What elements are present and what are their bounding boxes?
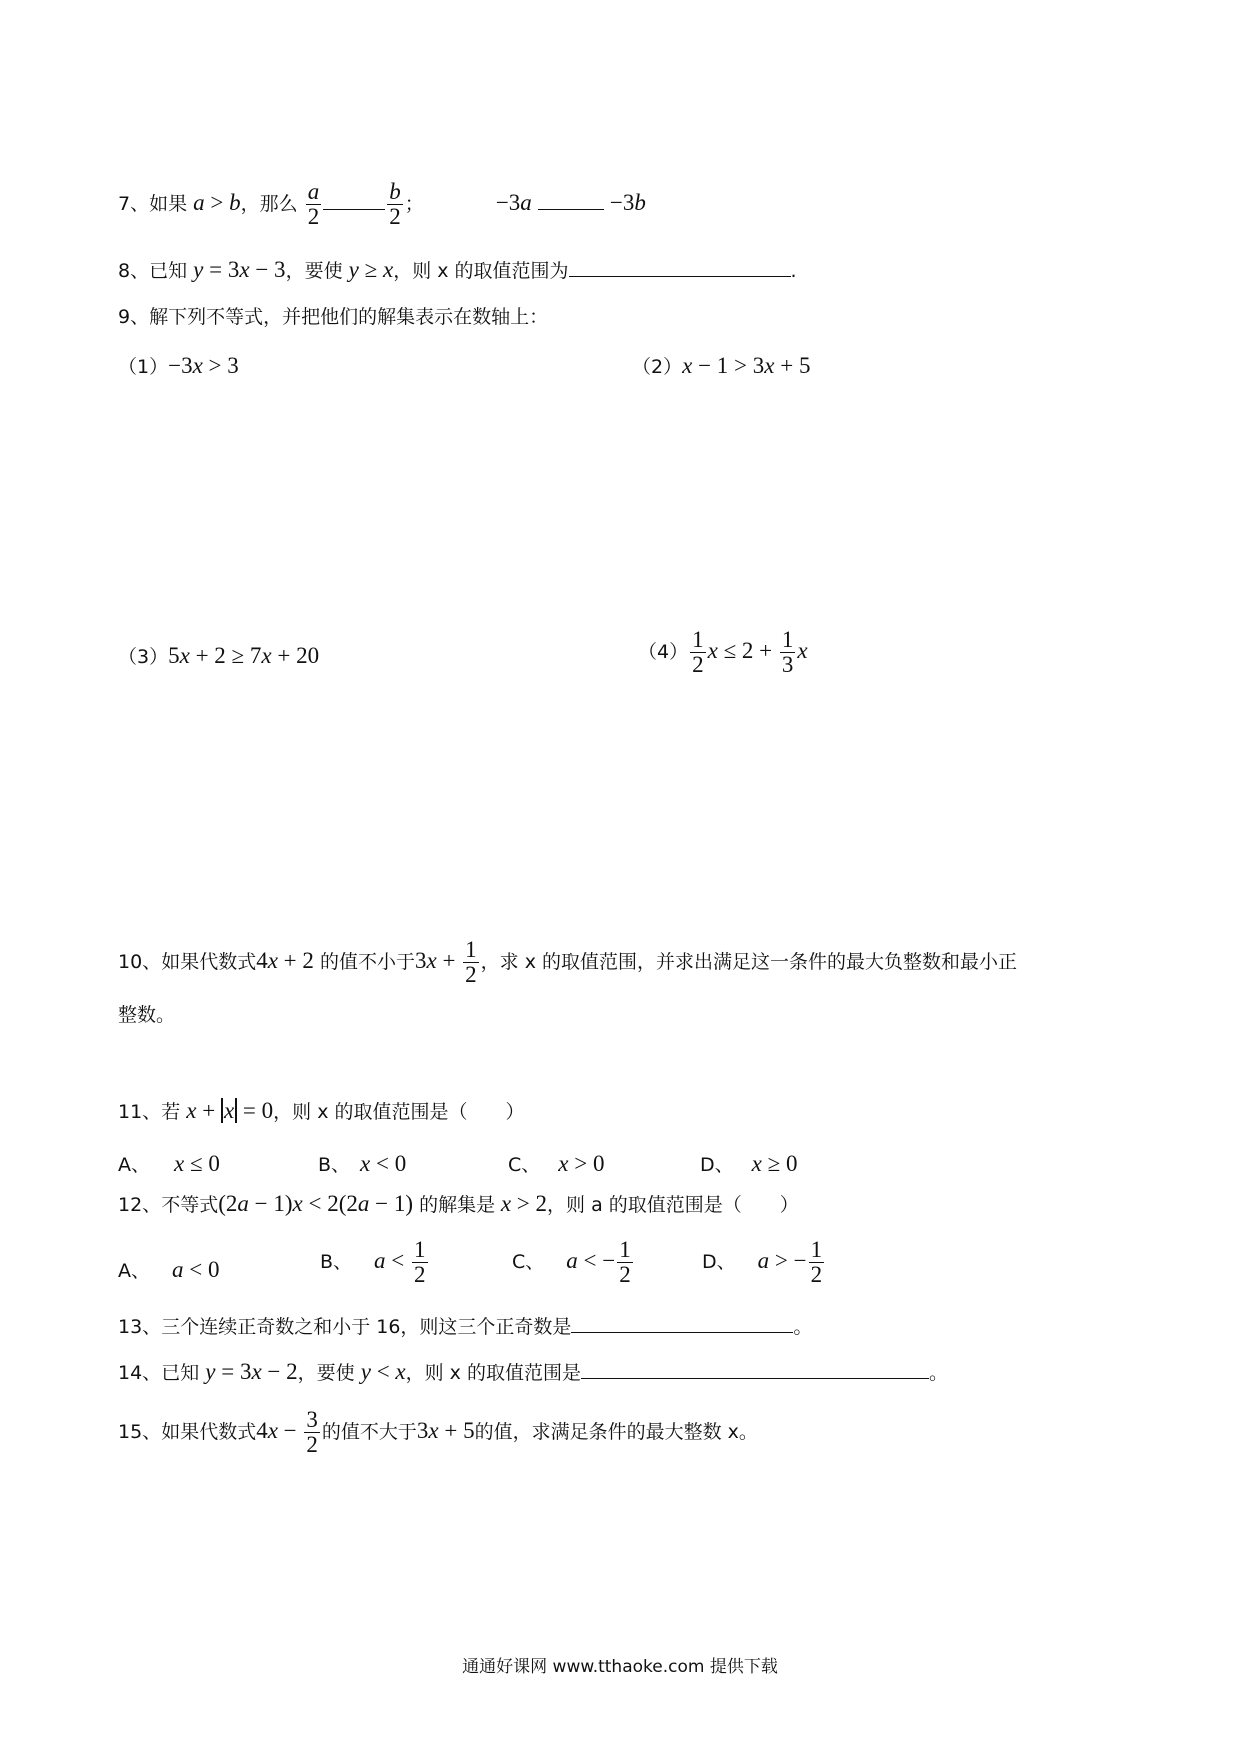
answer-blank[interactable] <box>569 276 791 277</box>
footer-source: 通通好课网 www.tthaoke.com 提供下载 <box>462 1657 778 1677</box>
question-9: 9、解下列不等式，并把他们的解集表示在数轴上： <box>118 306 549 328</box>
answer-blank[interactable] <box>538 209 604 210</box>
answer-blank[interactable] <box>323 209 385 210</box>
q9-part-4: （4） $\frac{1}{2}$ x ≤ 2 + $\frac{1}{3}$ x <box>638 627 808 678</box>
question-10-cont: 整数。 <box>118 1004 176 1026</box>
q7-number: 7、 <box>118 193 150 216</box>
q12-option-d[interactable]: D、 a > − $\frac{1}{2}$ <box>702 1237 823 1288</box>
q9-part-1: （1）−3x > 3 <box>118 353 239 378</box>
q11-option-b[interactable]: B、 x < 0 <box>318 1151 407 1176</box>
question-7: 7、如果 a > b，那么 $\frac{a}{2}$ $\frac{b}{2}$ ； −3a −3b <box>118 179 646 230</box>
q12-option-b[interactable]: B、 a < $\frac{1}{2}$ <box>320 1237 426 1288</box>
fraction-a-over-2: $\frac{a}{2}$ <box>307 179 320 230</box>
question-15: 15、如果代数式4x − $\frac{3}{2}$ 的值不大于3x + 5的值，求满足条件的最大整数 x。 <box>118 1407 758 1458</box>
q12-option-c[interactable]: C、 a < − $\frac{1}{2}$ <box>512 1237 631 1288</box>
question-11: 11、若 x + x = 0，则 x 的取值范围是（ ） <box>118 1098 525 1123</box>
question-13: 13、三个连续正奇数之和小于 16，则这三个正奇数是 。 <box>118 1316 813 1338</box>
answer-blank[interactable] <box>581 1378 929 1379</box>
answer-blank[interactable] <box>571 1332 793 1333</box>
question-10: 10、如果代数式4x + 2 的值不小于3x + $\frac{1}{2}$ ，求 x 的取值范围，并求出满足这一条件的最大负整数和最小正 <box>118 937 1017 988</box>
q9-part-3: （3）5x + 2 ≥ 7x + 20 <box>118 643 320 668</box>
fraction-b-over-2: $\frac{b}{2}$ <box>389 179 401 230</box>
q7-text: 如果 <box>149 193 188 216</box>
q12-option-a[interactable]: A、 a < 0 <box>118 1257 220 1282</box>
q11-option-c[interactable]: C、 x > 0 <box>508 1151 605 1176</box>
question-12: 12、不等式(2a − 1)x < 2(2a − 1) 的解集是 x > 2，则 a 的取值范围是（ ） <box>118 1191 799 1216</box>
q11-option-a[interactable]: A、 x ≤ 0 <box>118 1151 220 1176</box>
q11-option-d[interactable]: D、 x ≥ 0 <box>700 1151 798 1176</box>
q9-part-2: （2）x − 1 > 3x + 5 <box>632 353 811 378</box>
question-8: 8、已知 y = 3x − 3，要使 y ≥ x，则 x 的取值范围为 . <box>118 257 797 282</box>
question-14: 14、已知 y = 3x − 2，要使 y < x，则 x 的取值范围是 。 <box>118 1359 948 1384</box>
